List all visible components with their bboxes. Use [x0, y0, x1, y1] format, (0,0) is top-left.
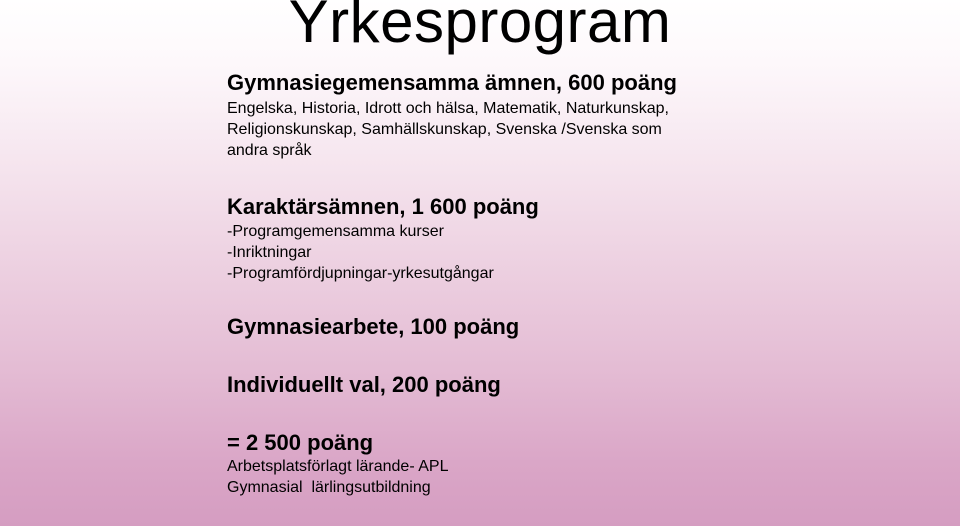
section-line: Gymnasial lärlingsutbildning: [227, 479, 431, 496]
section-line: Engelska, Historia, Idrott och hälsa, Matematik, Naturkunskap,: [227, 100, 669, 117]
section-line: -Programgemensamma kurser: [227, 223, 444, 240]
section-total: [227, 430, 448, 498]
section-heading: Karaktärsämnen, 1 600 poäng: [227, 194, 539, 219]
section-heading: Individuellt val, 200 poäng: [227, 372, 501, 397]
section-heading: Gymnasiegemensamma ämnen, 600 poäng: [227, 70, 677, 95]
section-diploma-project: [227, 314, 519, 340]
section-individual-choice: [227, 372, 501, 398]
section-heading: = 2 500 poäng: [227, 430, 374, 455]
section-common-subjects: [227, 70, 677, 161]
section-line: -Inriktningar: [227, 244, 312, 261]
section-line: Arbetsplatsförlagt lärande- APL: [227, 458, 449, 475]
section-line: andra språk: [227, 142, 312, 159]
section-line: -Programfördjupningar-yrkesutgångar: [227, 265, 494, 282]
section-heading: Gymnasiearbete, 100 poäng: [227, 314, 520, 339]
section-line: Religionskunskap, Samhällskunskap, Svenska /Svenska som: [227, 121, 662, 138]
section-character-subjects: [227, 194, 539, 284]
page-title: Yrkesprogram: [288, 0, 672, 55]
